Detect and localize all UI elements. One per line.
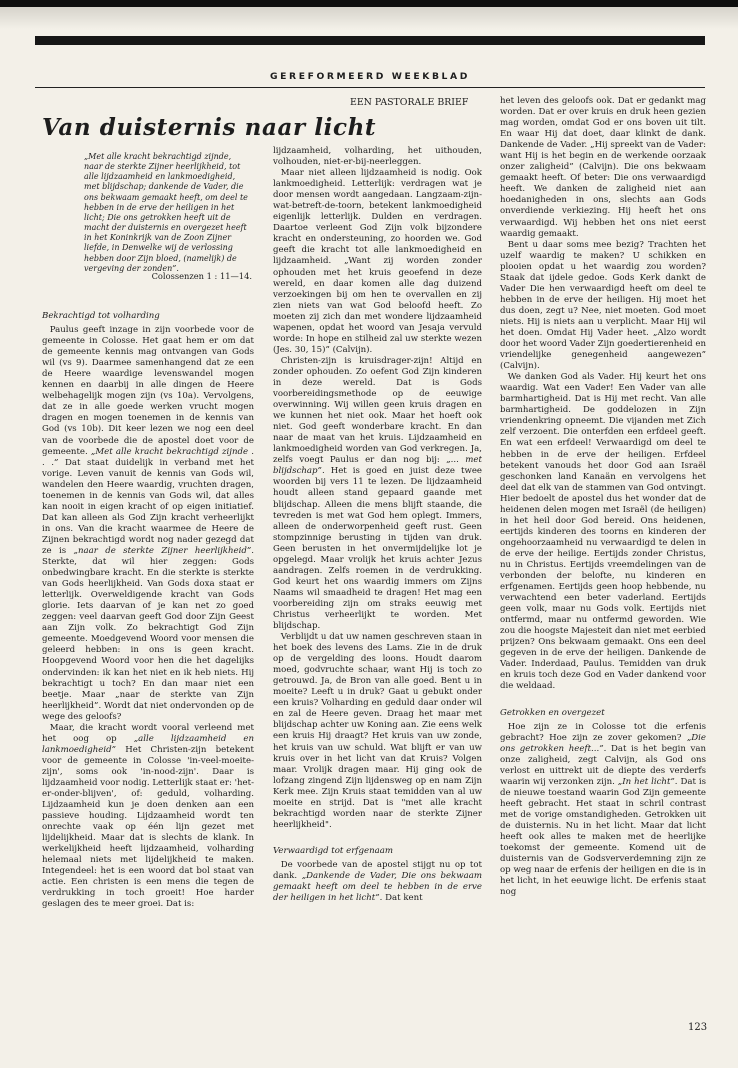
- emphasis: „alle lijdzaamheid en lankmoedigheid”: [42, 733, 255, 755]
- paragraph-text: Paulus geeft inzage in zijn voorbede voor de gemeente in Colosse. Het gaat hem er om dat de gemeente kennis mag ontvangen van Gods wil (vs 9). Daarmee samenhangend dat ze een de Heere waardige levenswandel mogen kennen en daarbij in alle dingen de Heere welbehagelijk mogen zijn (vs 10a). Vervolgens, dat ze in alle goede werken vrucht mogen dragen en mogen toenemen in de kennis van God (vs 10b). Dit keer lezen we nog een deel van de voorbede die de apostel doet voor de gemeente.: [42, 325, 254, 457]
- paragraph-text: Het Christen-zijn betekent voor de gemeente in Colosse 'in-veel-moeite-zijn', soms ook 'in-nood-zijn'. Daar is lijdzaamheid voor nodig. Letterlijk staat er: 'het-er-onder-blijven', of: geduld, volharding. Lijdzaamheid kun je doen denken aan een passieve houding. Lijdzaamheid wordt ten onrechte vaak op één lijn gezet met lijdelijkheid. Maar dat is slechts de klank. In werkelijkheid heeft lijdzaamheid, volharding helemaal niets met lijdelijkheid te maken. Integendeel: het is een woord dat bol staat van actie. Een christen is een mens die tegen de verdrukking in toch groeit! Hoe harder geslagen des te meer groei. Dat is:: [42, 744, 254, 910]
- masthead: GEREFORMEERD WEEKBLAD: [270, 71, 470, 82]
- page-number: 123: [688, 1022, 708, 1033]
- subheading-bekrachtigd: Bekrachtigd tot volharding: [42, 311, 160, 321]
- subheading-getrokken: Getrokken en overgezet: [500, 707, 605, 718]
- paragraph-text: Christen-zijn is kruisdrager-zijn! Altijd en zonder ophouden. Zo oefent God Zijn kinderen in deze wereld. Dat is Gods voorbereidingsmethode op de eeuwige overwinning. Wij willen geen kruis dragen en we kunnen het niet ook. Maar het hoeft ook niet. God geeft wonderbare kracht. En dan naar de maat van het kruis. Lijdzaamheid en lankmoedigheid worden van God verkregen. Ja, zelfs voegt Paulus er dan nog bij:: [273, 355, 482, 466]
- paragraph-text: Dat kent: [385, 893, 423, 904]
- paragraph-text: Sterkte, dat wil hier zeggen: Gods onbedwingbare kracht. En die sterkte is sterkte van Gods heerlijkheid. Van Gods doxa staat er letterlijk. Overweldigende kracht van Gods glorie. Iets daarvan of je kan net zo goed zeggen: veel daarvan geeft God door Zijn Geest aan Zijn volk. Zo bekrachtigt God Zijn gemeente. Moedgevend Woord voor mensen die geleerd hebben: in ons is geen kracht. Hoopgevend Woord voor hen die het dagelijks ondervinden: ik kan het niet en ik heb niets. Hij bekrachtigt u toch? En dan maar niet een beetje. Maar „naar de sterkte van Zijn heerlijkheid”. Wordt dat niet ondervonden op de wege des geloofs?: [42, 557, 254, 722]
- paragraph: We danken God als Vader. Hij keurt het ons waardig. Wat een Vader! Een Vader van alle barmhartigheid. Dat is Hij met recht. Van alle barmhartigheid. De goddelozen in Zijn vriendenkring opneemt. Die vijanden met Zich zelf verzoent. Die onterfden een erfdeel geeft. En wat een erfdeel! Verwaardigd om deel te hebben in de erve der heiligen. Erfdeel betekent vanouds het door God aan Israël geschonken land Kanaän en vervolgens het deel dat elk van de stammen van God ontvingt. Hier bedoelt de apostel dus het wonder dat de heidenen delen mogen met Israël (de heiligen) in het heil door God bereid. Ons heidenen, eertijds kinderen des toorns en kinderen der ongehoorzaamheid nu verwaardigd te delen in de erve der heilige. Eertijds zonder Christus, nu in Christus. Eertijds vreemdelingen van de verbonden der belofte, nu kinderen en erfgenamen. Eertijds geen hoop hebbende, nu verwachtend een beter vaderland. Eertijds geen volk, maar nu Gods volk. Eertijds niet ontfermd, maar nu ontfermd geworden. Wie zou die hoogste Majesteit dan niet met eerbied prijzen? Ons bekwaam gemaakt. Ons een deel gegeven in de erve der heiligen. Dankende de Vader. Inderdaad, Paulus. Temidden van druk en kruis toch deze God en Vader dankend voor die weldaad.: [500, 372, 706, 692]
- paragraph-text: Hoe zijn ze in Colosse tot die erfenis gebracht? Hoe zijn ze zover gekomen?: [500, 721, 706, 743]
- paragraph: Verblijdt u dat uw namen geschreven staan in het boek des levens des Lams. Zie in de druk op de vergelding des loons. Houdt daarom moed, godvruchte schaar, want Hij is toch zo getrouwd. Ja, de Bron van alle goed. Bent u in moeite? Leeft u in druk? Gaat u gebukt onder een kruis? Volharding en geduld daar onder wil en zal de Heere geven. Draag het maar met blijdschap achter uw Koning aan. Zie eens welk een kruis Hij draagt? Het kruis van uw zonde, het kruis van uw schuld. Wat blijft er van uw kruis over in het licht van dat Kruis? Volgen maar. Vrolijk dragen maar. Hij ging ook de lofzang zingend Zijn lijdensweg op en nam Zijn Kerk mee. Zijn Kruis staat temidden van al uw moeite en strijd. Dat is "met alle kracht bekrachtigd worden naar de sterkte Zijner heerlijkheid".: [273, 632, 482, 830]
- emphasis: „Die ons getrokken heeft...”.: [500, 732, 706, 754]
- column-1: [42, 311, 254, 911]
- emphasis: „Met alle kracht bekrachtigd zijnde . . .”: [42, 446, 254, 468]
- paragraph-text: Dat staat duidelijk in verband met het vorige. Leven vanuit de kennis van Gods wil, wandelen den Heere waardig, vruchten dragen, toenemen in de kennis van Gods wil, dat alles kan nooit in eigen kracht of op eigen initiatief. Dat kan alleen als God Zijn kracht verheerlijkt in ons. Van die kracht waarmee de Heere de Zijnen bekrachtigd wordt nog nader gezegd dat ze is: [42, 457, 254, 556]
- article-title: Van duisternis naar licht: [42, 114, 377, 141]
- scan-top-bar: [0, 0, 738, 7]
- paragraph-text: De voorbede van de apostel stijgt nu op tot dank.: [273, 859, 482, 881]
- paragraph: Maar niet alleen lijdzaamheid is nodig. Ook lankmoedigheid. Letterlijk: verdragen wat je door mensen wordt aangedaan. Langzaam-zijn-wat-betreft-de-toorn, betekent lankmoedigheid eigenlijk letterlijk. Dulden en verdragen. Daartoe verleent God Zijn volk bijzondere kracht en ondersteuning, zo hoorden we. God geeft die kracht tot alle lankmoedigheid en lijdzaamheid. „Want zij worden zonder ophouden met het kruis geoefend in deze wereld, en daar komen alle dag duizend verzoekingen bij om hen te overvallen en zij zien niets van wat God beloofd heeft. Zo moeten zij zich dan met wondere lijdzaamheid wapenen, opdat het woord van Jesaja vervuld worde: In hope en stilheid zal uw sterkte wezen (Jes. 30, 15)” (Calvijn).: [273, 168, 482, 355]
- scripture-reference: Colossenzen 1 : 11—14.: [151, 271, 252, 281]
- paragraph: [42, 325, 254, 723]
- column-3: [500, 96, 706, 898]
- header-thick-rule: [35, 36, 705, 45]
- paragraph-text: Dat is de nieuwe toestand waarin God Zijn gemeente heeft gebracht. Het staat in schril contrast met de vorige omstandigheden. Getrokken uit de duisternis. Nu in het licht. Maar dat licht heeft ook alles te maken met de heerlijke toekomst der gemeente. Komend uit de duisternis van de Godsververdemning zijn ze op weg naar de erfenis der heiligen en die is in het licht, in het eeuwige licht. De erfenis staat nog: [500, 776, 707, 898]
- paragraph-text: Maar, die kracht wordt vooral verleend met het oog op: [42, 722, 254, 744]
- emphasis: „Dankende de Vader, Die ons bekwaam gemaakt heeft om deel te hebben in de erve der heiligen in het licht”.: [273, 871, 482, 904]
- scripture-quote: „Met alle kracht bekrachtigd zijnde, naar de sterkte Zijner heerlijkheid, tot alle lijdzaamheid en lankmoedigheid, met blijdschap; dankende de Vader, die ons bekwaam gemaakt heeft, om deel te hebben in de erve der heiligen in het licht; Die ons getrokken heeft uit de macht der duisternis en overgezet heeft in het Koninkrijk van de Zoon Zijner liefde, in Denwelke wij de verlossing hebben door Zijn bloed, (namelijk) de vergeving der zonden”.: [84, 152, 248, 273]
- scan-edge-shade: [0, 7, 738, 29]
- paragraph-text: Het is goed en juist deze twee woorden bij vers 11 te lezen. De lijdzaamheid houdt alleen stand gepaard gaande met blijdschap. Alleen die mens blijft staande, die tevreden is met wat God hem oplegt. Immers, alleen de onderworpenheid geeft rust. Geen stompzinnige berusting in tijden van druk. Geen berusten in het onvermijdelijke lot je opgelegd. Maar vrolijk het kruis achter Jezus aandragen. Zelfs roemen in de verdrukking. God keurt het ons waardig immers om Zijns Naams wil smaadheid te dragen! Het mag een voorbereiding zijn om straks eeuwig met Christus verheerlijkt te worden. Met blijdschap.: [273, 466, 482, 632]
- paragraph: [42, 723, 254, 911]
- emphasis: „In het licht”.: [617, 776, 678, 787]
- header-thin-rule: [35, 87, 705, 88]
- section-label: EEN PASTORALE BRIEF: [350, 97, 469, 108]
- paragraph: lijdzaamheid, volharding, het uithouden, volhouden, niet-er-bij-neerleggen.: [273, 146, 482, 168]
- emphasis: „... met blijdschap”.: [273, 455, 482, 477]
- paragraph: [273, 356, 482, 632]
- subheading-verwaardigd: Verwaardigd tot erfgenaam: [273, 845, 394, 856]
- paragraph: Bent u daar soms mee bezig? Trachten het uzelf waardig te maken? U schikken en plooien opdat u het waardig zou worden? Staak dat ijdele gedoe. Gods Kerk dankt de Vader Die hen verwaardigd heeft om deel te hebben in de erve der heiligen. Hij moet het dus doen, zegt u? Nee, niet moeten. God moet niets. Hij is niets aan u verplicht. Maar Hij wil het doen. Omdat Hij Vader heet. „Alzo wordt door het woord Vader Zijn goedertierenheid en vriendelijke genegenheid aangewezen” (Calvijn).: [500, 239, 706, 372]
- column-2: [273, 146, 482, 904]
- paragraph: [500, 722, 706, 899]
- paragraph: [273, 860, 482, 904]
- emphasis: „naar de sterkte Zijner heerlijkheid”.: [73, 545, 254, 556]
- paragraph-text: Dat is het begin van onze zaligheid, zegt Calvijn, als God ons verlost en uittrekt uit de diepte des verderfs waarin wij verzonken zijn.: [500, 743, 706, 787]
- paragraph: het leven des geloofs ook. Dat er gedankt mag worden. Dat er over kruis en druk heen gezien mag worden, omdat God er ons boven uit tilt. En waar Hij dat doet, daar klinkt de dank. Dankende de Vader. „Hij spreekt van de Vader: want Hij is het begin en de werkende oorzaak onzer zaligheid” (Calvijn). Die ons bekwaam gemaakt heeft. Of beter: Die ons verwaardigd heeft. We danken de zaligheid niet aan hoedanigheden in ons, slechts aan Gods onverdiende verkiezing. Hij heeft het ons verwaardigd. Wij hebben het ons niet eerst waardig gemaakt.: [500, 96, 706, 239]
